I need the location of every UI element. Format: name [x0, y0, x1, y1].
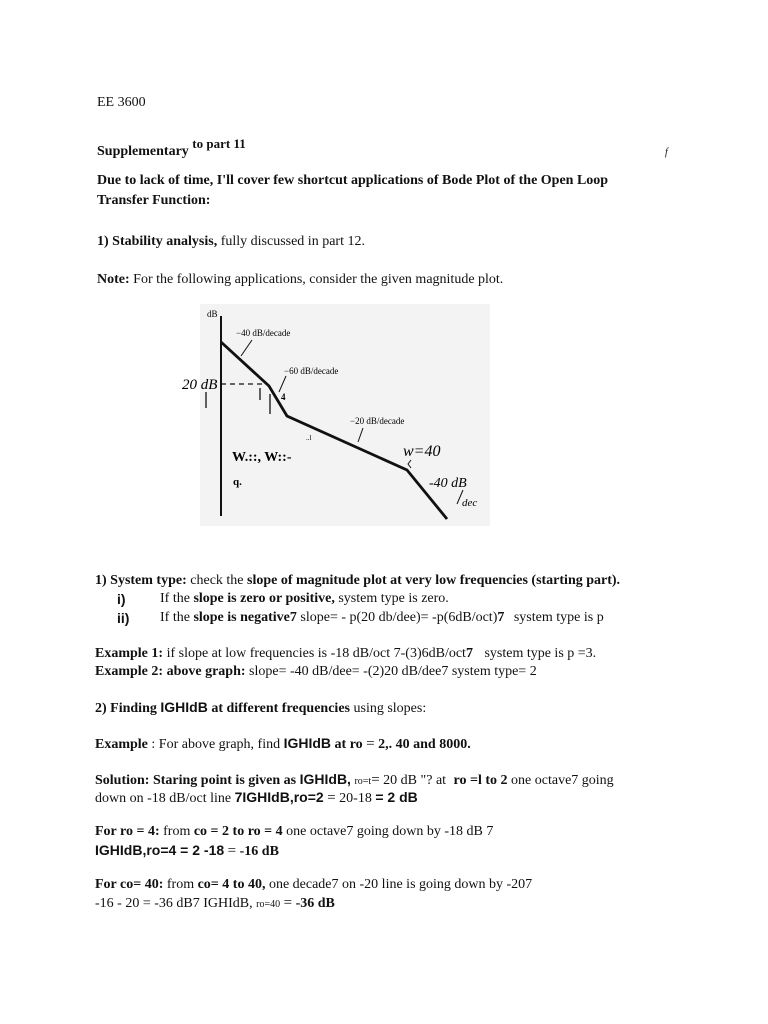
ocr-artifact-3: ..l	[306, 434, 312, 442]
for-40-text: one decade7 on -20 line is going down by -207	[268, 877, 533, 892]
example-find-at-ro: at ro	[334, 737, 363, 752]
label-40-end: -40 dB	[429, 476, 467, 491]
solution-ro: ro =l to 2	[453, 773, 508, 788]
example-1-label: Example 1:	[95, 646, 164, 661]
for-4-line-1	[95, 823, 493, 841]
stability-text: fully discussed in part 12.	[220, 234, 365, 249]
for-40-range: co= 4 to 40,	[197, 877, 266, 892]
for-40-result: -36 dB	[295, 896, 335, 911]
solution-l2-result: = 2 dB	[375, 789, 418, 805]
item-ii-seven: 7	[497, 610, 505, 625]
finding-ghidb: IGHIdB	[160, 699, 208, 715]
item-ii-label: ii)	[117, 610, 130, 626]
solution-l2-text: down on -18 dB/oct line	[95, 791, 232, 806]
for-4-result: -16 dB	[239, 844, 279, 859]
item-ii-text-2: slope= - p(20 db/dee)= -p(6dB/oct)	[300, 610, 498, 625]
solution-ghidb: IGHIdB,	[299, 771, 351, 787]
for-40-line-1	[95, 876, 532, 894]
finding-num: 2) Finding	[95, 701, 157, 716]
solution-sub: ro=t	[354, 776, 372, 787]
label-w40: w=40	[403, 443, 441, 460]
for-40-sub: ro=40	[256, 899, 281, 910]
for-40-eq: =	[283, 895, 293, 911]
example-2-label: Example 2:	[95, 664, 164, 679]
example-1-line	[95, 645, 596, 663]
example-find-text: : For above graph, find	[151, 737, 281, 752]
label-40-decade: −40 dB/decade	[236, 328, 291, 338]
for-4-expr: IGHIdB,ro=4 = 2 -18	[95, 842, 225, 858]
label-40-end-unit: dec	[462, 497, 478, 509]
intro-line-2: Transfer Function:	[97, 193, 211, 208]
label-60-decade: −60 dB/decade	[284, 366, 339, 376]
system-type-line	[95, 572, 620, 590]
label-20-decade: −20 dB/decade	[350, 416, 405, 426]
item-i-text	[160, 590, 449, 608]
stability-line	[97, 233, 365, 251]
corner-mark: f	[665, 147, 668, 158]
for-4-range: co = 2 to ro = 4	[193, 824, 283, 839]
solution-text-2: one octave7 going	[511, 773, 614, 788]
example-find-line	[95, 734, 471, 754]
item-i-bold: slope is zero or positive,	[193, 591, 335, 606]
note-text: For the following applications, consider the given magnitude plot.	[133, 272, 504, 287]
for-4-eq: =	[227, 843, 237, 859]
item-i-label: i)	[117, 591, 126, 607]
example-1-text-2: system type is p =3.	[484, 646, 597, 661]
intro-line-1: Due to lack of time, I'll cover few shortcut applications of Bode Plot of the Open Loop	[97, 173, 609, 188]
supplementary-title	[97, 136, 246, 161]
solution-text: 20 dB "? at	[383, 773, 447, 788]
example-find-vals: 2,. 40 and 8000.	[378, 737, 471, 752]
finding-heading-line	[95, 698, 426, 718]
system-type-heading: 1) System type:	[95, 573, 187, 588]
item-ii-text-3: system type is p	[513, 610, 604, 625]
course-code: EE 3600	[97, 95, 146, 110]
example-find-label: Example	[95, 737, 148, 752]
example-1-seven: 7	[465, 646, 473, 661]
item-ii-bold: slope is negative7	[193, 610, 297, 625]
system-type-bold: slope of magnitude plot at very low frequencies (starting part).	[247, 573, 621, 588]
solution-label: Solution: Staring point is given as	[95, 773, 297, 788]
item-i-text-2: system type is zero.	[338, 591, 449, 606]
system-type-text: check the	[190, 573, 244, 588]
for-4-text: one octave7 going down by -18 dB 7	[286, 824, 494, 839]
for-40-expr: -16 - 20 = -36 dB7 IGHIdB,	[95, 896, 253, 911]
solution-l2-text-2: 20-18	[339, 791, 372, 806]
for-40-label: For co= 40:	[95, 877, 164, 892]
note-line	[97, 271, 503, 289]
for-4-label: For ro = 4:	[95, 824, 160, 839]
example-2-bold: above graph:	[166, 664, 246, 679]
bode-magnitude-figure	[182, 304, 490, 526]
for-4-from: from	[163, 824, 191, 839]
example-1-text: if slope at low frequencies is -18 dB/oct 7-(3)6dB/oct	[166, 646, 466, 661]
ocr-artifact-2: q.	[233, 476, 242, 488]
example-2-line	[95, 663, 537, 681]
finding-at: at different frequencies	[211, 701, 350, 716]
label-20db: 20 dB	[182, 377, 218, 393]
supplementary-superscript: to part 11	[192, 136, 246, 151]
for-40-from: from	[166, 877, 195, 892]
y-axis-unit: dB	[207, 309, 218, 319]
example-find-eq: =	[366, 736, 375, 752]
finding-using: using slopes:	[353, 701, 427, 716]
figure-mark: 4	[281, 392, 286, 402]
example-2-text: slope= -40 dB/dee= -(2)20 dB/dee7 system type= 2	[249, 664, 537, 679]
stability-heading: 1) Stability analysis,	[97, 234, 218, 249]
solution-l2-bold: 7IGHIdB,ro=2	[234, 789, 324, 805]
item-i-text-1: If the	[160, 591, 190, 606]
ocr-artifact-1: W.::, W::-	[232, 450, 292, 465]
item-ii-text	[160, 609, 604, 627]
item-ii-text-1: If the	[160, 610, 190, 625]
for-4-line-2	[95, 841, 279, 861]
solution-eq: =	[371, 772, 380, 788]
supplementary-word: Supplementary	[97, 144, 189, 159]
for-40-line-2	[95, 894, 335, 914]
solution-line-2	[95, 788, 418, 808]
note-label: Note:	[97, 272, 130, 287]
solution-l2-eq: =	[327, 790, 336, 806]
example-find-ghidb: IGHIdB	[283, 735, 332, 751]
